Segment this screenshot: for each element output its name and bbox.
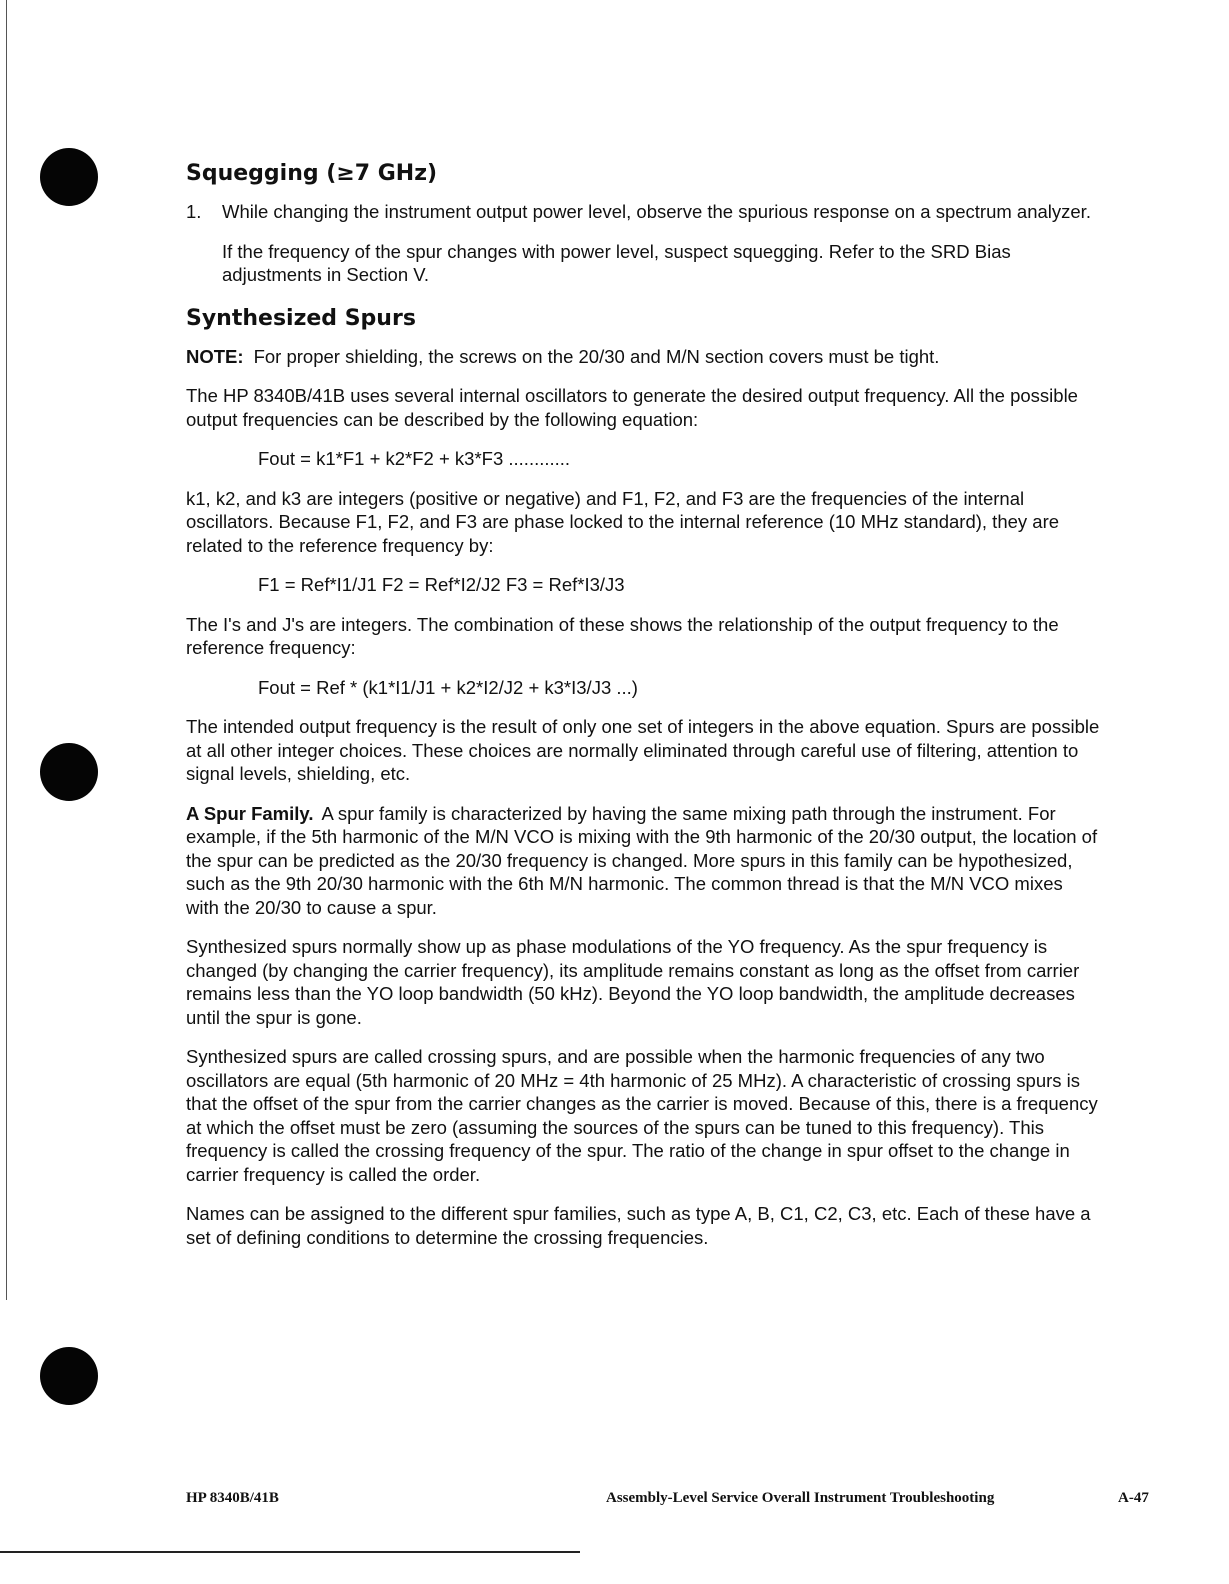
squegging-step-1: [186, 200, 1100, 224]
footer-section-title: Assembly-Level Service Overall Instrument Troubleshooting: [606, 1490, 995, 1506]
intended-paragraph: The intended output frequency is the result of only one set of integers in the above equation. Spurs are possible at all other integer choices. These choices are normally eliminated through careful use of filtering, attention to signal levels, shielding, etc.: [186, 716, 1100, 784]
intro-paragraph: The HP 8340B/41B uses several internal oscillators to generate the desired output frequency. All the possible output frequencies can be described by the following equation:: [186, 385, 1078, 430]
spur-family-text: A spur family is characterized by having the same mixing path through the instrument. For example, if the 5th harmonic of the M/N VCO is mixing with the 9th harmonic of the 20/30 output, the location of the spur can be predicted as the 20/30 frequency is changed. More spurs in this family can be hypothesized, such as the 9th 20/30 harmonic with the 6th M/N harmonic. The common thread is that the M/N VCO mixes with the 20/30 to cause a spur.: [186, 802, 1098, 918]
equation-reference: F1 = Ref*I1/J1 F2 = Ref*I2/J2 F3 = Ref*I3/J3: [258, 574, 625, 595]
spur-family-paragraph: [186, 802, 1100, 920]
note-text: For proper shielding, the screws on the 20/30 and M/N section covers must be tight.: [253, 345, 940, 367]
punch-hole-middle: [40, 743, 98, 801]
step-text: While changing the instrument output power level, observe the spurious response on a spectrum analyzer.: [222, 201, 1091, 222]
phase-modulation-paragraph: Synthesized spurs normally show up as phase modulations of the YO frequency. As the spur frequency is changed (by changing the carrier frequency), its amplitude remains constant as long as the offset from carrier remains less than the YO loop bandwidth (50 kHz). Beyond the YO loop bandwidth, the amplitude decreases until the spur is gone.: [186, 936, 1080, 1028]
step-number: 1.: [186, 201, 202, 222]
bottom-rule: [0, 1551, 580, 1553]
footer-page-number: A-47: [1118, 1490, 1149, 1506]
squegging-followup: If the frequency of the spur changes with power level, suspect squegging. Refer to the SRD Bias adjustments in Section V.: [222, 240, 1011, 285]
equation-fout-ref: Fout = Ref * (k1*I1/J1 + k2*I2/J2 + k3*I3/J3 ...): [258, 676, 638, 698]
page-content: [186, 160, 1100, 1265]
synthesized-spurs-heading: Synthesized Spurs: [186, 305, 416, 331]
note-paragraph: [186, 345, 1100, 369]
footer-model: HP 8340B/41B: [186, 1490, 279, 1506]
note-label: NOTE:: [186, 345, 244, 367]
crossing-spurs-paragraph: Synthesized spurs are called crossing spurs, and are possible when the harmonic frequencies of any two oscillators are equal (5th harmonic of 20 MHz = 4th harmonic of 25 MHz). A characteristic of crossing spurs is that the offset of the spur from the carrier changes as the carrier is moved. Because of this, there is a frequency at which the offset must be zero (assuming the sources of the spurs can be tuned to this frequency). This frequency is called the crossing frequency of the spur. The ratio of the change in spur offset to the change in carrier frequency is called the order.: [186, 1046, 1098, 1185]
spur-names-paragraph: Names can be assigned to the different spur families, such as type A, B, C1, C2, C3, etc. Each of these have a set of defining conditions to determine the crossing frequencies.: [186, 1203, 1091, 1248]
left-margin-rule: [6, 0, 7, 1300]
spur-family-label: A Spur Family.: [186, 802, 314, 824]
punch-hole-top: [40, 148, 98, 206]
equation-fout: Fout = k1*F1 + k2*F2 + k3*F3 ............: [258, 448, 571, 469]
integers-paragraph: k1, k2, and k3 are integers (positive or negative) and F1, F2, and F3 are the frequencies of the internal oscillators. Because F1, F2, and F3 are phase locked to the internal reference (10 MHz standard), they are related to the reference frequency by:: [186, 487, 1060, 556]
squegging-heading: Squegging (≥7 GHz): [186, 161, 438, 186]
ij-paragraph: The I's and J's are integers. The combination of these shows the relationship of the output frequency to the reference frequency:: [186, 613, 1059, 658]
punch-hole-bottom: [40, 1347, 98, 1405]
